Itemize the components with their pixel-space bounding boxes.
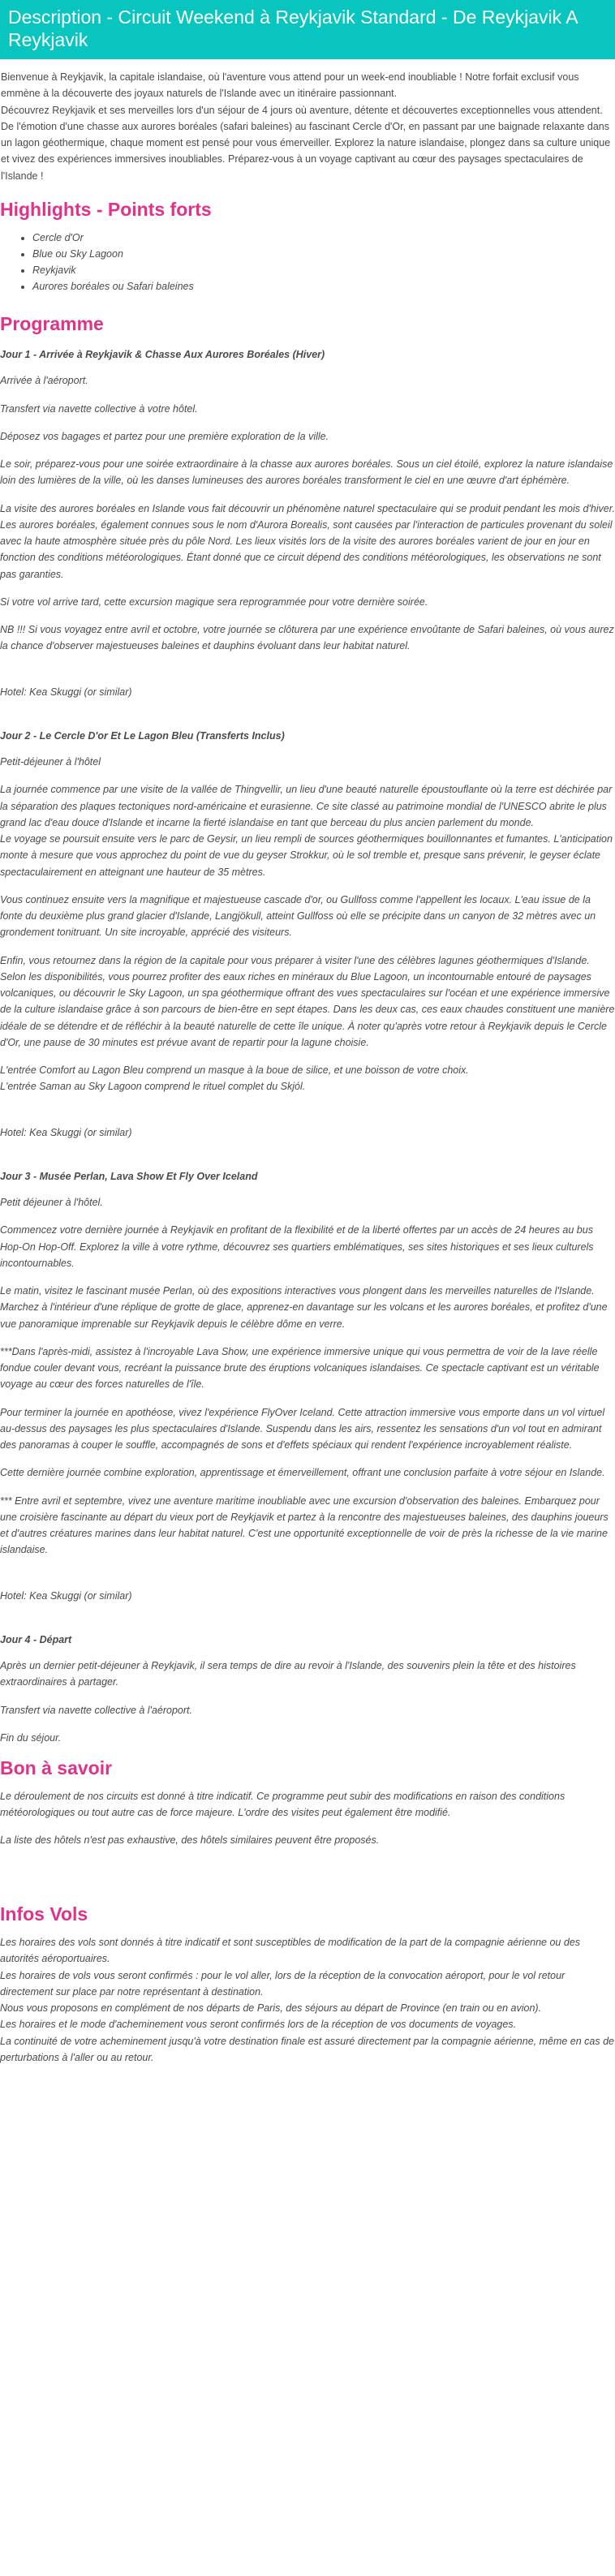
day-paragraph: ***Dans l'après-midi, assistez à l'incroyable Lava Show, une expérience immersive unique qui vous permettra de voir de la lave réelle fondue couler devant vous, recréant la puissance brute des éruptions volcaniques islandaises. Ce spectacle captivant est un véritable voyage au cœur des forces naturelles de l'île. — [0, 1345, 600, 1391]
highlight-item: • Cercle d'Or — [32, 230, 615, 246]
intro-paragraph: Bienvenue à Reykjavik, la capitale islandaise, où l'aventure vous attend pour un week-end inoubliable ! Notre forfait exclusif vous emmène à la découverte des joyaux naturels de l'Islande avec un itinéraire passionnant. — [1, 71, 579, 100]
day-paragraph: L'entrée Comfort au Lagon Bleu comprend un masque à la boue de silice, et une boisson de votre choix. L'entrée Saman au Sky Lagoon comprend le rituel complet du Skjól. — [0, 1064, 469, 1093]
day-paragraph: Petit-déjeuner à l'hôtel — [0, 756, 101, 768]
highlights-list — [0, 230, 615, 295]
infos-vols-heading: Infos Vols — [0, 1903, 88, 1925]
highlight-item: • Blue ou Sky Lagoon — [32, 246, 615, 262]
day-1 — [0, 346, 615, 700]
day-paragraph: Le soir, préparez-vous pour une soirée extraordinaire à la chasse aux aurores boréales. Sous un ciel étoilé, explorez la nature islandaise loin des lumières de la ville, où les danses lumineuses des aurores boréales transforment le ciel en une œuvre d'art éphémère. — [0, 458, 613, 487]
day-paragraph: Cette dernière journée combine exploration, apprentissage et émerveillement, offrant une conclusion parfaite à votre séjour en Islande. — [0, 1467, 605, 1479]
intro — [0, 69, 615, 184]
info-paragraph: Le déroulement de nos circuits est donné à titre indicatif. Ce programme peut subir des modifications en raison des conditions météorologiques ou tout autre cas de force majeure. L'ordre des visites peut également être modifié. — [0, 1790, 566, 1818]
info-paragraph: La liste des hôtels n'est pas exhaustive, des hôtels similaires peuvent être proposés. — [0, 1834, 380, 1847]
infos-vols-text — [0, 1934, 615, 2066]
day-paragraph: Transfert via navette collective à l'aéroport. — [0, 1704, 192, 1716]
highlight-item: • Reykjavik — [32, 262, 615, 278]
day-paragraph: Enfin, vous retournez dans la région de la capitale pour vous préparer à visiter l'une des célèbres lagunes géothermiques d'Islande. Selon les disponibilités, vous pourrez profiter des eaux riches en minéraux du Blue Lagoon, un incontournable entouré de paysages volcaniques, ou découvrir le Sky Lagoon, un spa géothermique offrant des vues spectaculaires sur l'océan et une expérience immersive de la culture islandaise grâce à son parcours de bien-être en sept étapes. Dans les deux cas, ces eaux chaudes constituent une manière idéale de se détendre et de réfléchir à la beauté naturelle de cette île unique. À noter qu'après votre retour à Reykjavik depuis le Cercle d'Or, une pause de 30 minutes est prévue avant de repartir pour la lagune choisie. — [0, 954, 615, 1048]
day-paragraph: Après un dernier petit-déjeuner à Reykjavik, il sera temps de dire au revoir à l'Islande, des souvenirs plein la tête et des histoires extraordinaires à partager. — [0, 1660, 576, 1688]
day-paragraph: Le matin, visitez le fascinant musée Perlan, où des expositions interactives vous plongent dans les merveilles naturelles de l'Islande. Marchez à l'intérieur d'une réplique de grotte de glace, apprenez-en davantage sur les volcans et les aurores boréales, et profitez d'une vue panoramique imprenable sur Reykjavik depuis le célèbre dôme en verre. — [0, 1285, 608, 1330]
day-title: Jour 3 - Musée Perlan, Lava Show Et Fly Over Iceland — [0, 1170, 258, 1182]
day-hotel: Hotel: Kea Skuggi (or similar) — [0, 1589, 132, 1602]
info-line: Nous vous proposons en complément de nos départs de Paris, des séjours au départ de Province (en train ou en avion). — [0, 2002, 542, 2015]
day-hotel: Hotel: Kea Skuggi (or similar) — [0, 686, 132, 698]
day-paragraph: Arrivée à l'aéroport. — [0, 375, 88, 387]
day-paragraph: Pour terminer la journée en apothéose, vivez l'expérience FlyOver Iceland. Cette attraction immersive vous emporte dans un vol virtuel au-dessus des paysages les plus spectaculaires d'Islande. Suspendu dans les airs, ressentez les sensations d'un vol tout en admirant des panoramas à couper le souffle, accompagnés de sons et d'effets spéciaux qui rendent l'expérience incroyablement réaliste. — [0, 1406, 605, 1451]
day-paragraph: La journée commence par une visite de la vallée de Thingvellir, un lieu d'une beauté naturelle époustouflante où la terre est déchirée par la séparation des plaques tectoniques nord-américaine et eurasienne. Ce site classé au patrimoine mondial de l'UNESCO abrite le plus grand lac d'eau douce d'Islande et incarne la fierté islandaise en tant que berceau du plus ancien parlement du monde. Le voyage se poursuit ensuite vers le parc de Geysir, un lieu rempli de sources géothermiques bouillonnantes et fumantes. L'anticipation monte à mesure que vous approchez du point de vue du geyser Strokkur, où le sol tremble et, presque sans prévenir, le geyser éclate spectaculairement en atteignant une hauteur de 35 mètres. — [0, 784, 613, 878]
day-paragraph: La visite des aurores boréales en Islande vous fait découvrir un phénomène naturel spectaculaire qui se produit pendant les mois d'hiver. Les aurores boréales, également connues sous le nom d'Aurora Borealis, sont causées par l'interaction de particules provenant du soleil avec la haute atmosphère située près du pôle Nord. Les lieux visités lors de la visite des aurores boréales varient de jour en jour en fonction des conditions météorologiques. Étant donné que ce circuit dépend des conditions météorologiques, les observations ne sont pas garanties. — [0, 502, 615, 580]
info-line: Les horaires et le mode d'acheminement vous seront confirmés lors de la réception de vos documents de voyages. — [0, 2019, 517, 2031]
highlight-item: • Aurores boréales ou Safari baleines — [32, 278, 615, 295]
bon-a-savoir-text — [0, 1788, 615, 1849]
day-paragraph: Petit déjeuner à l'hôtel. — [0, 1197, 103, 1209]
day-paragraph: Vous continuez ensuite vers la magnifique et majestueuse cascade d'or, ou Gullfoss comme l'appellent les locaux. L'eau issue de la fonte du deuxième plus grand glacier d'Islande, Langjökull, atteint Gullfoss où elle se précipite dans un canyon de 32 mètres avec un grondement tonitruant. Un site incroyable, apprécié des visiteurs. — [0, 893, 596, 939]
day-4 — [0, 1632, 615, 1746]
info-line: La continuité de votre acheminement jusqu'à votre destination finale est assuré directement par la compagnie aérienne, même en cas de perturbations à l'aller ou au retour. — [0, 2035, 614, 2063]
highlights-heading: Highlights - Points forts — [0, 198, 212, 220]
day-paragraph: NB !!! Si vous voyagez entre avril et octobre, votre journée se clôturera par une expérience envoûtante de Safari baleines, où vous aurez la chance d'observer majestueuses baleines et dauphins évoluant dans leur habitat naturel. — [0, 624, 614, 652]
day-paragraph: Commencez votre dernière journée à Reykjavik en profitant de la flexibilité et de la liberté offertes par un accès de 24 heures au bus Hop-On Hop-Off. Explorez la ville à votre rythme, découvrez ses quartiers emblématiques, ses sites historiques et ses lieux culturels incontournables. — [0, 1224, 594, 1269]
intro-paragraph: Découvrez Reykjavik et ses merveilles lors d'un séjour de 4 jours où aventure, détente et découvertes exceptionnelles vous attendent. De l'émotion d'une chasse aux aurores boréales (safari baleines) au fascinant Cercle d'Or, en passant par une baignade relaxante dans un lagon géothermique, chaque moment est pensé pour vous émerveiller. Explorez la nature islandaise, plongez dans sa culture unique et vivez des expériences immersives inoubliables. Préparez-vous à un voyage captivant au cœur des paysages spectaculaires de l'Islande ! — [1, 104, 611, 182]
day-paragraph: Fin du séjour. — [0, 1731, 62, 1744]
day-paragraph: *** Entre avril et septembre, vivez une aventure maritime inoubliable avec une excursion d'observation des baleines. Embarquez pour une croisière fascinante au départ du vieux port de Reykjavik et partez à la rencontre des majestueuses baleines, des dauphins joueurs et d'autres créatures marines dans leur habitat naturel. C'est une opportunité exceptionnelle de voir de près la richesse de la vie marine islandaise. — [0, 1494, 609, 1556]
day-title: Jour 4 - Départ — [0, 1633, 72, 1645]
day-hotel: Hotel: Kea Skuggi (or similar) — [0, 1126, 132, 1138]
info-line: Les horaires de vols vous seront confirmés : pour le vol aller, lors de la réception de la convocation aéroport, pour le vol retour directement sur place par notre représentant à destination. — [0, 1969, 566, 1998]
day-paragraph: Déposez vos bagages et partez pour une première exploration de la ville. — [0, 430, 329, 442]
spacer — [0, 1860, 615, 1892]
day-paragraph: Si votre vol arrive tard, cette excursion magique sera reprogrammée pour votre dernière soirée. — [0, 596, 428, 608]
day-title: Jour 1 - Arrivée à Reykjavik & Chasse Aux Aurores Boréales (Hiver) — [0, 349, 325, 361]
day-2 — [0, 728, 615, 1141]
programme-heading: Programme — [0, 312, 104, 334]
day-title: Jour 2 - Le Cercle D'or Et Le Lagon Bleu (Transferts Inclus) — [0, 729, 285, 742]
info-line: Les horaires des vols sont donnés à titre indicatif et sont susceptibles de modification de la part de la compagnie aérienne ou des autorités aéroportuaires. — [0, 1937, 581, 1965]
day-paragraph: Transfert via navette collective à votre hôtel. — [0, 402, 198, 415]
bon-a-savoir-heading: Bon à savoir — [0, 1757, 113, 1779]
day-3 — [0, 1168, 615, 1604]
page-title: Description - Circuit Weekend à Reykjavik Standard - De Reykjavik A Reykjavik — [0, 0, 615, 59]
